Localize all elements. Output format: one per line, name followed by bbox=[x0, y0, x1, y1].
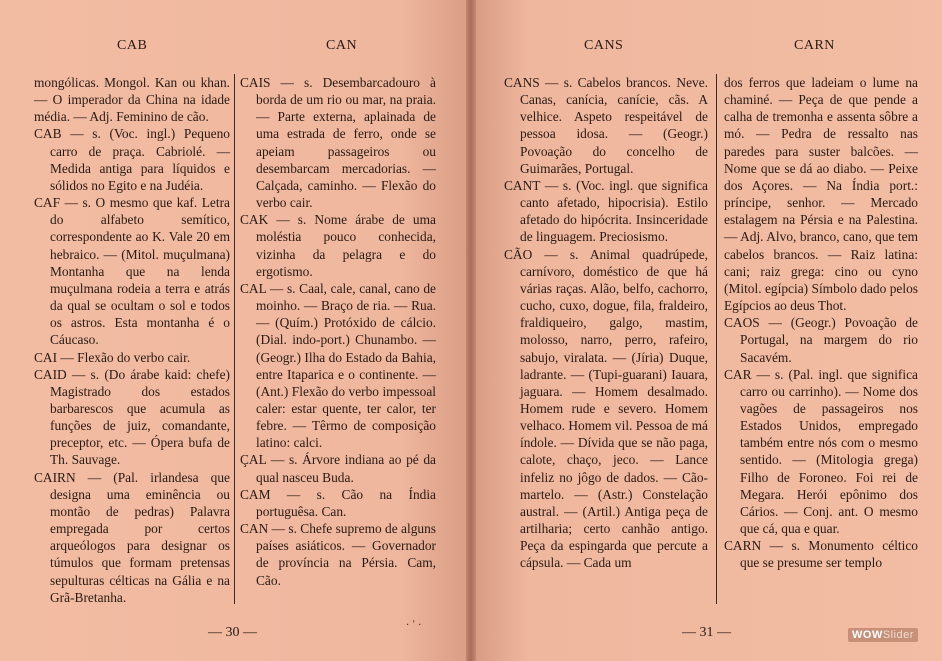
dictionary-entry: CAK — s. Nome árabe de uma moléstia pouco conhecida, vizinha da pelagra e do ergotismo. bbox=[240, 212, 436, 279]
dictionary-entry: CAN — s. Chefe supremo de alguns países asiáticos. — Governador de província na Pérsia. Cam, Cão. bbox=[240, 521, 436, 588]
dictionary-entry: CAM — s. Cão na Índia portuguêsa. Can. bbox=[240, 486, 436, 519]
dictionary-entry: CARN — s. Monumento céltico que se presume ser templo bbox=[724, 538, 918, 571]
print-specks: · ˈ · bbox=[406, 620, 422, 631]
dictionary-entry: CAIS — s. Desembarcadouro à borda de um rio ou mar, na praia. — Parte externa, aplainada de uma estrada de ferro, onde se apeiam passageiros ou desembarcam mercadorias. — Calçada, caminho. — Flexão do verbo cair. bbox=[240, 75, 436, 211]
dictionary-entry: CAR — s. (Pal. ingl. que significa carro ou carrinho). — Nome dos vagões de passageiros nos Estados Unidos, empregado também entre nós com o mesmo sentido. — (Mitologia grega) Filho de Foroneo. Foi rei de Megara. Herói epônimo dos Cários. — Conj. ant. O mesmo que cá, qua e quar. bbox=[724, 366, 918, 537]
dictionary-entry: CAI — Flexão do verbo cair. bbox=[34, 349, 191, 365]
left-running-head-left: CAB bbox=[117, 38, 148, 53]
right-running-head-right: CARN bbox=[794, 38, 835, 53]
dictionary-entry: CAL — s. Caal, cale, canal, cano de moinho. — Braço de ria. — Rua. — (Quím.) Protóxido de cálcio. (Dial. indo-port.) Chunambo. — (Geogr.) Ilha do Estado da Bahia, entre Itaparica e o continente. —(Ant.) Flexão do verbo impessoal caler: estar quente, ter calor, ter febre. — Têrmo de composição latino: calci. bbox=[240, 280, 436, 451]
dictionary-entry: CAOS — (Geogr.) Povoação de Portugal, na margem do rio Sacavém. bbox=[724, 315, 918, 365]
book-gutter bbox=[466, 0, 476, 661]
watermark-slider: Slider bbox=[882, 629, 914, 641]
column-rule bbox=[234, 74, 235, 604]
right-column-1 bbox=[504, 74, 708, 572]
watermark-wow: WOW bbox=[852, 629, 883, 641]
dictionary-entry: dos ferros que ladeiam o lume na chaminé. — Peça de que pende a calha de tremonha e assenta sôbre a mó. — Pedra de ressalto nas paredes para suster balcões. — Nome que se dá ao diabo. — Peixe dos Açores. — Na Índia port.: príncipe, senhor. — Mercado estalagem na Pérsia e na Palestina. — Adj. Alvo, branco, cano, que tem cabelos brancos. — Raiz latina: cani; raiz grega: cino ou cyno (Mitol. egípcia) Símbolo dado pelos Egípcios ao deus Thot. bbox=[724, 75, 918, 314]
left-running-head-right: CAN bbox=[326, 38, 358, 53]
dictionary-entry: mongólicas. Mongol. Kan ou khan. — O imperador da China na idade média. — Adj. Feminino de cão. bbox=[34, 75, 230, 125]
page-number-left: — 30 — bbox=[208, 625, 257, 640]
dictionary-entry: CANS — s. Cabelos brancos. Neve. Canas, canícia, canície, cãs. A velhice. Aspeto respeitável de pessoa idosa. — (Geogr.) Povoação do concelho de Guimarães, Portugal. bbox=[504, 75, 708, 176]
dictionary-entry: CAF — s. O mesmo que kaf. Letra do alfabeto semítico, correspondente ao K. Vale 20 em hebraico. — (Mitol. muçulmana) Montanha que na lenda muçulmana rodeia a terra e atrás da qual se ocultam o sol e todos os astros. Esta montanha é o Cáucaso. bbox=[34, 195, 230, 348]
dictionary-entry: CÃO — s. Animal quadrúpede, carnívoro, doméstico de que há várias raças. Alão, belfo, cachorro, cucho, cuxo, dogue, fila, fraldeiro, fraldiqueiro, galgo, mastim, molosso, narro, perro, rafeiro, sabujo, viralata. — (Jíria) Duque, ladrante. — (Tupi-guarani) Iauara, jaguara. — Homem desalmado. Homem rude e severo. Homem velhaco. Homem vil. Pessoa de má índole. — Dívida que se não paga, calote, chaço, jeco. — Lance infeliz no jôgo de dados. — Cão-martelo. — (Astr.) Constelação austral. — (Artil.) Antiga peça de artilharia; certo canhão antigo. Peça da espingarda que percute a cápsula. — Cada um bbox=[504, 246, 708, 571]
left-column-2 bbox=[240, 74, 436, 589]
page-number-right: — 31 — bbox=[682, 625, 731, 640]
dictionary-entry: CAID — s. (Do árabe kaid: chefe) Magistrado dos estados barbarescos que acumula as funções de juiz, comandante, preceptor, etc. — Ópera bufa de Th. Sauvage. bbox=[34, 366, 230, 468]
column-rule bbox=[716, 74, 717, 604]
dictionary-entry: CAB — s. (Voc. ingl.) Pequeno carro de praça. Cabriolé. — Medida antiga para líquidos e sólidos no Egito e na Judéia. bbox=[34, 126, 230, 193]
right-column-2 bbox=[724, 74, 918, 572]
right-running-head-left: CANS bbox=[584, 38, 624, 53]
dictionary-entry: ÇAL — s. Árvore indiana ao pé da qual nasceu Buda. bbox=[240, 452, 436, 485]
dictionary-entry: CANT — s. (Voc. ingl. que significa canto afetado, hipocrisia). Estilo afetado do hipócrita. Insinceridade de linguagem. Preciosismo. bbox=[504, 177, 708, 245]
wowslider-watermark[interactable] bbox=[848, 628, 918, 642]
dictionary-entry: CAIRN — (Pal. irlandesa que designa uma eminência ou montão de pedras) Palavra empregada por certos arqueólogos para designar os túmulos que formam pretensas sepulturas célticas na Gália e na Grã-Bretanha. bbox=[34, 469, 230, 605]
left-column-1 bbox=[34, 74, 230, 606]
